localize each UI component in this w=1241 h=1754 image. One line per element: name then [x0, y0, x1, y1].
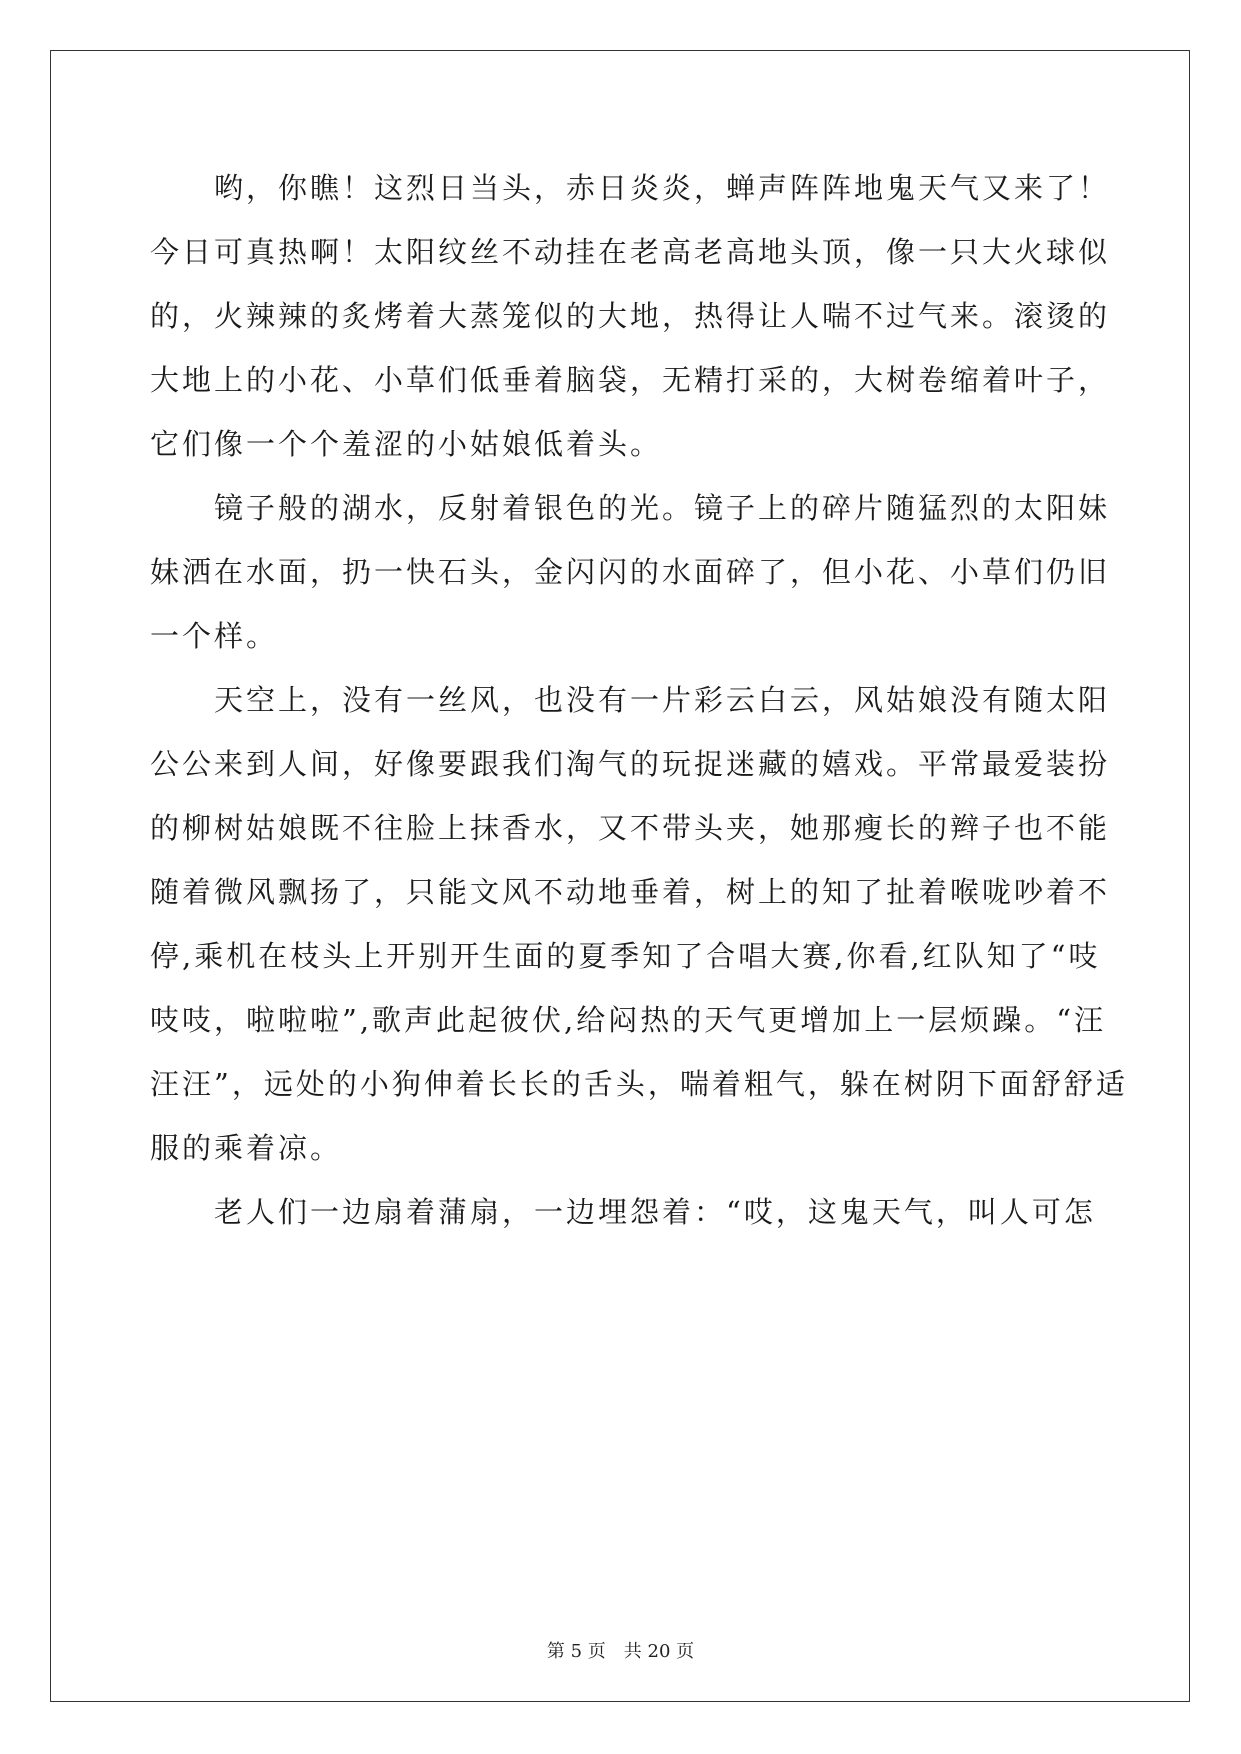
- text-line: 停,乘机在枝头上开别开生面的夏季知了合唱大赛,你看,红队知了“吱: [150, 939, 1101, 973]
- paragraph: [150, 668, 1128, 1180]
- text-line: 的，火辣辣的炙烤着大蒸笼似的大地，热得让人喘不过气来。滚烫的: [150, 299, 1111, 333]
- text-line: 大地上的小花、小草们低垂着脑袋，无精打采的，大树卷缩着叶子，: [150, 363, 1111, 397]
- text-line: 今日可真热啊！太阳纹丝不动挂在老高老高地头顶，像一只大火球似: [150, 235, 1111, 269]
- text-line: 的柳树姑娘既不往脸上抹香水，又不带头夹，她那瘦长的辫子也不能: [150, 811, 1111, 845]
- text-line: 妹洒在水面，扔一快石头，金闪闪的水面碎了，但小花、小草们仍旧: [150, 555, 1111, 589]
- paragraph: [150, 1180, 1096, 1244]
- paragraph: [150, 156, 1111, 476]
- text-line: 吱吱，啦啦啦”,歌声此起彼伏,给闷热的天气更增加上一层烦躁。“汪: [150, 1003, 1107, 1037]
- text-line: 它们像一个个羞涩的小姑娘低着头。: [150, 427, 663, 461]
- paragraph: [150, 476, 1111, 668]
- text-line: 汪汪”，远处的小狗伸着长长的舌头，喘着粗气，躲在树阴下面舒舒适: [150, 1067, 1128, 1101]
- page-footer: [0, 1637, 1241, 1663]
- page-number: 第 5 页: [546, 1641, 606, 1662]
- text-line: 公公来到人间，好像要跟我们淘气的玩捉迷藏的嬉戏。平常最爱装扮: [150, 747, 1111, 781]
- text-line: 随着微风飘扬了，只能文风不动地垂着，树上的知了扯着喉咙吵着不: [150, 875, 1111, 909]
- text-line: 一个样。: [150, 619, 279, 653]
- page-total: 共 20 页: [623, 1641, 695, 1662]
- text-line: 老人们一边扇着蒲扇，一边埋怨着：“哎，这鬼天气，叫人可怎: [214, 1195, 1096, 1229]
- text-line: 服的乘着凉。: [150, 1131, 343, 1165]
- text-line: 镜子般的湖水，反射着银色的光。镜子上的碎片随猛烈的太阳妹: [214, 491, 1111, 525]
- text-line: 天空上，没有一丝风，也没有一片彩云白云，风姑娘没有随太阳: [214, 683, 1111, 717]
- text-line: 哟，你瞧！这烈日当头，赤日炎炎，蝉声阵阵地鬼天气又来了！: [214, 171, 1111, 205]
- document-body: [150, 156, 1128, 1244]
